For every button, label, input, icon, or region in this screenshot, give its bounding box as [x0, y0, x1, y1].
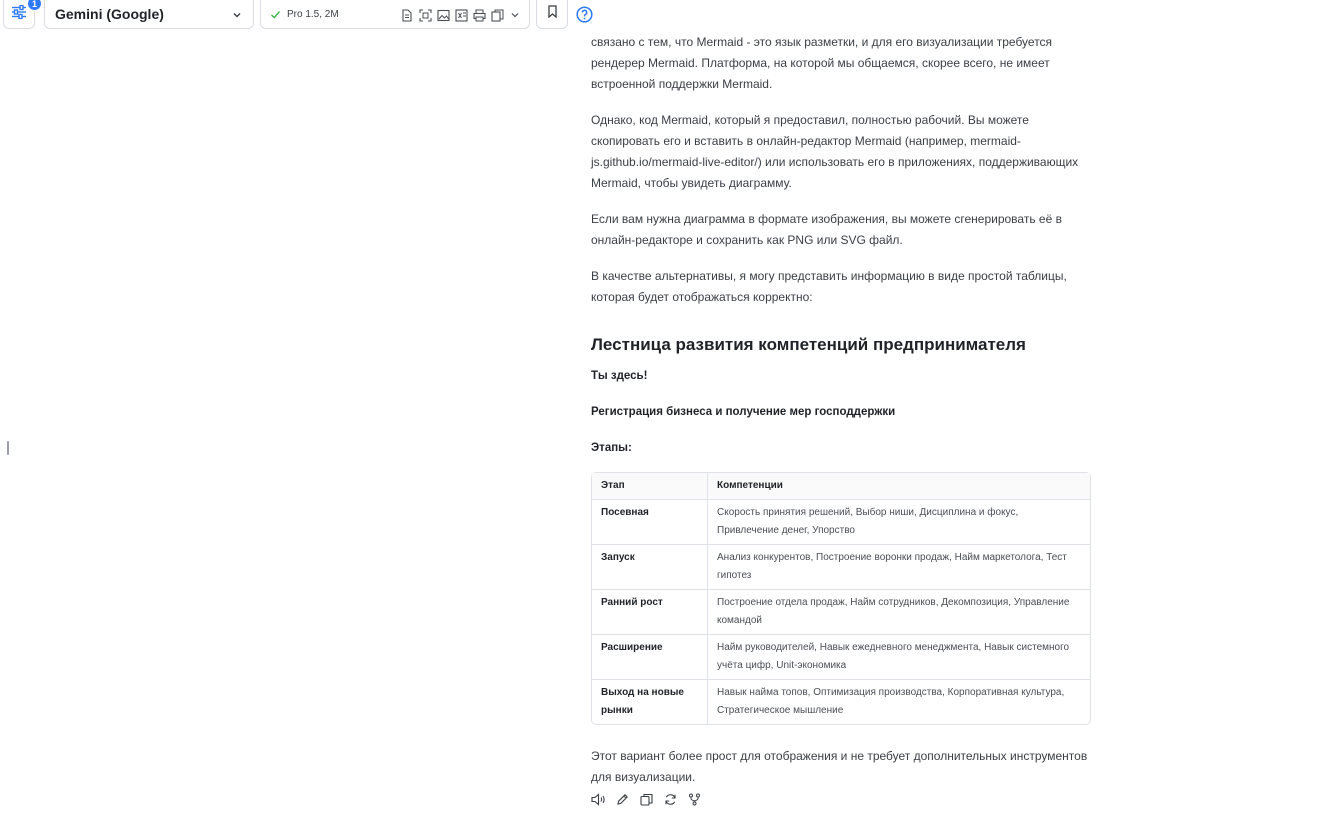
print-icon[interactable] [471, 7, 487, 23]
file-icon[interactable] [399, 7, 415, 23]
message-paragraph: связано с тем, что Mermaid - это язык разметки, и для его визуализации требуется рендерер Mermaid. Платформа, на которой мы общаемся, скорее всего, не имеет встроенной поддержки Mermaid. [591, 35, 1053, 91]
table-row [592, 545, 1090, 590]
copy-doc-icon[interactable] [489, 7, 505, 23]
bookmark-icon [547, 5, 558, 23]
stage-cell: Ранний рост [592, 590, 708, 635]
tool-icons [399, 7, 523, 23]
competencies-cell: Анализ конкурентов, Построение воронки продаж, Найм маркетолога, Тест гипотез [708, 545, 1090, 590]
table-header-cell: Компетенции [708, 473, 1090, 500]
help-button[interactable] [576, 6, 593, 23]
assistant-message [591, 32, 1091, 788]
edit-icon[interactable] [615, 792, 630, 807]
message-paragraph: В качестве альтернативы, я могу представить информацию в виде простой таблицы, которая будет отображаться корректно: [591, 269, 1067, 304]
image-icon[interactable] [435, 7, 451, 23]
table-row [592, 635, 1090, 680]
table-row [592, 680, 1090, 724]
competencies-table [591, 472, 1091, 725]
table-header-row [592, 473, 1090, 500]
model-features-bar[interactable] [260, 0, 530, 29]
message-actions [591, 792, 702, 807]
chevron-down-icon[interactable] [507, 7, 523, 23]
message-paragraph: Если вам нужна диаграмма в формате изображения, вы можете сгенерировать её в онлайн-редакторе и сохранить как PNG или SVG файл. [591, 212, 1062, 247]
bookmark-button[interactable] [536, 0, 568, 29]
scan-icon[interactable] [417, 7, 433, 23]
table-row [592, 500, 1090, 545]
model-tag: Pro 1.5, 2M [287, 8, 339, 20]
competencies-cell: Навык найма топов, Оптимизация производства, Корпоративная культура, Стратегическое мышление [717, 687, 1065, 716]
stage-cell: Выход на новые рынки [592, 680, 708, 724]
stage-cell: Расширение [592, 635, 708, 680]
section-heading: Лестница развития компетенций предпринимателя [591, 335, 1026, 354]
current-step-label: Регистрация бизнеса и получение мер господдержки [591, 406, 896, 418]
competencies-cell: Найм руководителей, Навык ежедневного менеджмента, Навык системного учёта цифр, Unit-экономика [708, 635, 1090, 680]
stage-cell: Посевная [592, 500, 708, 545]
table-header-cell: Этап [592, 473, 708, 500]
message-paragraph: Однако, код Mermaid, который я предоставил, полностью рабочий. Вы можете скопировать его и вставить в онлайн-редактор Mermaid (например, mermaid-js.github.io/mermaid-live-editor/) или использовать его в приложениях, поддерживающих Mermaid, чтобы увидеть диаграмму. [591, 113, 1079, 190]
settings-sliders-icon [11, 5, 27, 24]
model-select[interactable] [44, 0, 254, 29]
competencies-cell: Построение отдела продаж, Найм сотрудников, Декомпозиция, Управление командой [708, 590, 1090, 635]
check-icon [270, 9, 281, 20]
excel-icon[interactable] [453, 7, 469, 23]
closing-paragraph: Этот вариант более прост для отображения и не требует дополнительных инструментов для визуализации. [591, 749, 1088, 784]
model-name: Gemini (Google) [55, 6, 164, 22]
branch-icon[interactable] [687, 792, 702, 807]
table-row [592, 590, 1090, 635]
copy-icon[interactable] [639, 792, 654, 807]
notification-badge: 1 [27, 0, 42, 11]
top-toolbar [0, 0, 620, 30]
stages-label: Этапы: [591, 442, 632, 454]
speaker-icon[interactable] [591, 792, 606, 807]
competencies-cell: Скорость принятия решений, Выбор ниши, Дисциплина и фокус, Привлечение денег, Упорство [708, 500, 1090, 545]
regenerate-icon[interactable] [663, 792, 678, 807]
sidebar-resize-handle[interactable] [7, 441, 9, 455]
you-are-here-label: Ты здесь! [591, 370, 648, 382]
chevron-down-icon [231, 8, 243, 24]
stage-cell: Запуск [592, 545, 708, 590]
help-icon [576, 10, 593, 27]
